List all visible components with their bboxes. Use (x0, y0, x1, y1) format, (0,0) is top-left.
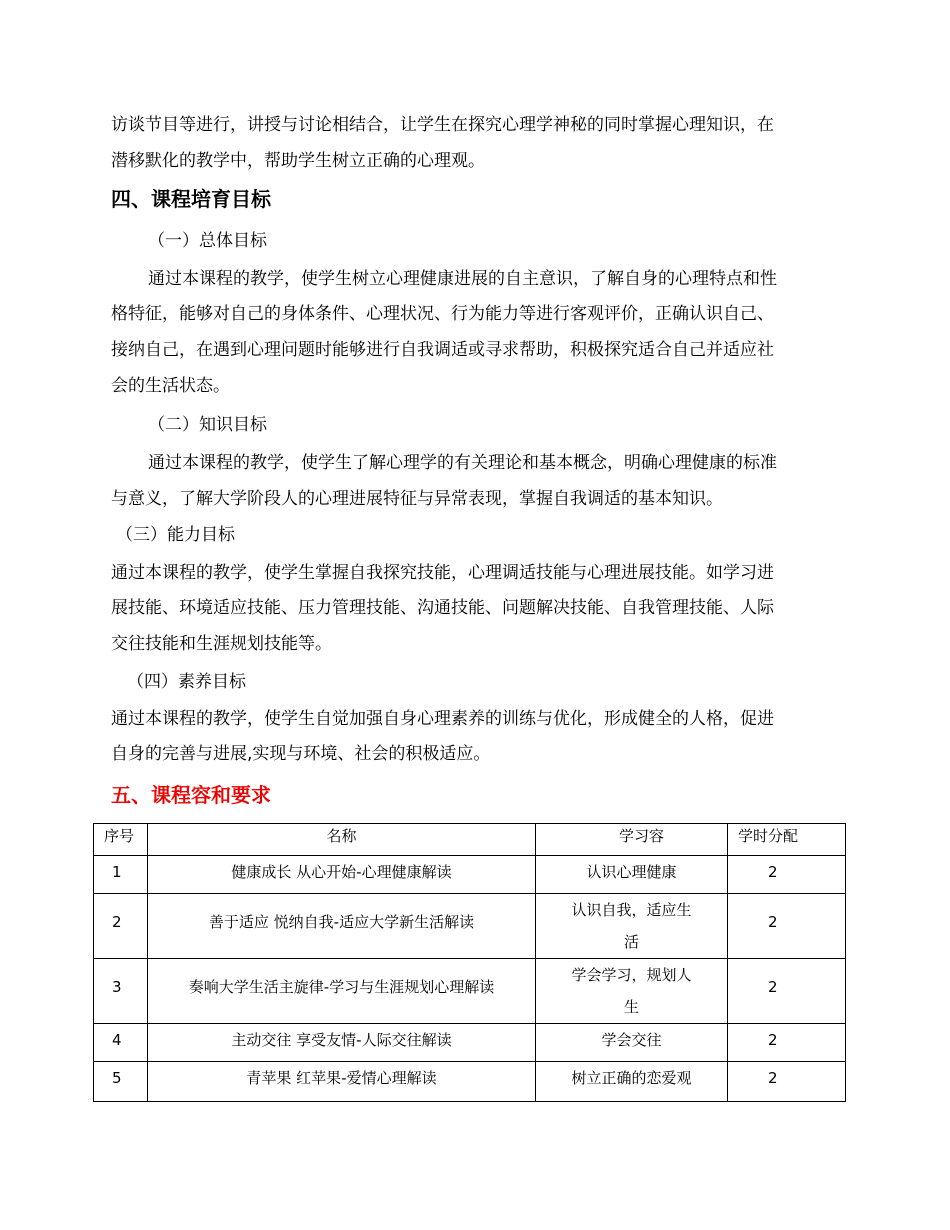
header-content: 学习容 (536, 824, 728, 856)
literacy-goal-line-1: 通过本课程的教学，使学生自觉加强自身心理素养的训练与优化，形成健全的人格，促进 (111, 709, 774, 729)
table-row (94, 1062, 846, 1102)
ability-goal-line-1: 通过本课程的教学，使学生掌握自我探究技能，心理调适技能与心理进展技能。如学习进 (111, 563, 774, 583)
section-heading-4: 四、课程培育目标 (111, 187, 271, 211)
overall-goal-line-2: 格特征，能够对自己的身体条件、心理状况、行为能力等进行客观评价，正确认识自己、 (111, 304, 774, 324)
row-hours: 2 (728, 1024, 846, 1062)
ability-goal-line-3: 交往技能和生涯规划技能等。 (111, 634, 332, 654)
row-content (536, 959, 728, 1024)
header-seq: 序号 (94, 824, 148, 856)
subheading-knowledge-goal: （二）知识目标 (148, 415, 267, 435)
row-name: 健康成长 从心开始-心理健康解读 (148, 856, 536, 894)
table-row (94, 1024, 846, 1062)
knowledge-goal-line-1: 通过本课程的教学，使学生了解心理学的有关理论和基本概念，明确心理健康的标准 (148, 453, 777, 473)
header-name: 名称 (148, 824, 536, 856)
row-name: 主动交往 享受友情-人际交往解读 (148, 1024, 536, 1062)
row-seq: 2 (94, 894, 148, 959)
row-content-line: 认识自我，适应生 (571, 901, 692, 919)
overall-goal-line-3: 接纳自己，在遇到心理问题时能够进行自我调适或寻求帮助，积极探究适合自己并适应社 (111, 340, 774, 360)
table-row (94, 856, 846, 894)
row-name: 奏响大学生活主旋律-学习与生涯规划心理解读 (148, 959, 536, 1024)
row-hours: 2 (728, 856, 846, 894)
intro-line-1: 访谈节目等进行，讲授与讨论相结合，让学生在探究心理学神秘的同时掌握心理知识，在 (111, 115, 774, 135)
row-seq: 1 (94, 856, 148, 894)
row-content (536, 856, 728, 894)
course-content-table (93, 823, 846, 1102)
table-row (94, 959, 846, 1024)
header-hours: 学时分配 (728, 824, 846, 856)
overall-goal-line-4: 会的生活状态。 (111, 376, 230, 396)
row-content-line: 生 (623, 998, 639, 1016)
overall-goal-line-1: 通过本课程的教学，使学生树立心理健康进展的自主意识，了解自身的心理特点和性 (148, 269, 777, 289)
literacy-goal-line-2: 自身的完善与进展,实现与环境、社会的积极适应。 (111, 744, 491, 764)
row-content-line: 学会学习，规划人 (571, 966, 692, 984)
row-seq: 5 (94, 1062, 148, 1102)
row-hours: 2 (728, 1062, 846, 1102)
row-content-line: 树立正确的恋爱观 (571, 1069, 692, 1087)
intro-line-2: 潜移默化的教学中，帮助学生树立正确的心理观。 (111, 151, 485, 171)
table-row (94, 894, 846, 959)
row-name: 青苹果 红苹果-爱情心理解读 (148, 1062, 536, 1102)
section-heading-5: 五、课程容和要求 (111, 783, 271, 807)
row-content-line: 学会交往 (601, 1031, 662, 1049)
knowledge-goal-line-2: 与意义，了解大学阶段人的心理进展特征与异常表现，掌握自我调适的基本知识。 (111, 489, 723, 509)
row-content (536, 1024, 728, 1062)
subheading-overall-goal: （一）总体目标 (148, 231, 267, 251)
row-name: 善于适应 悦纳自我-适应大学新生活解读 (148, 894, 536, 959)
row-hours: 2 (728, 959, 846, 1024)
row-seq: 3 (94, 959, 148, 1024)
row-seq: 4 (94, 1024, 148, 1062)
table-header-row (94, 824, 846, 856)
row-content (536, 894, 728, 959)
subheading-ability-goal: （三）能力目标 (116, 525, 235, 545)
subheading-literacy-goal: （四）素养目标 (127, 672, 246, 692)
row-content (536, 1062, 728, 1102)
row-content-line: 活 (623, 933, 639, 951)
row-content-line: 认识心理健康 (586, 863, 677, 881)
row-hours: 2 (728, 894, 846, 959)
ability-goal-line-2: 展技能、环境适应技能、压力管理技能、沟通技能、问题解决技能、自我管理技能、人际 (111, 598, 774, 618)
